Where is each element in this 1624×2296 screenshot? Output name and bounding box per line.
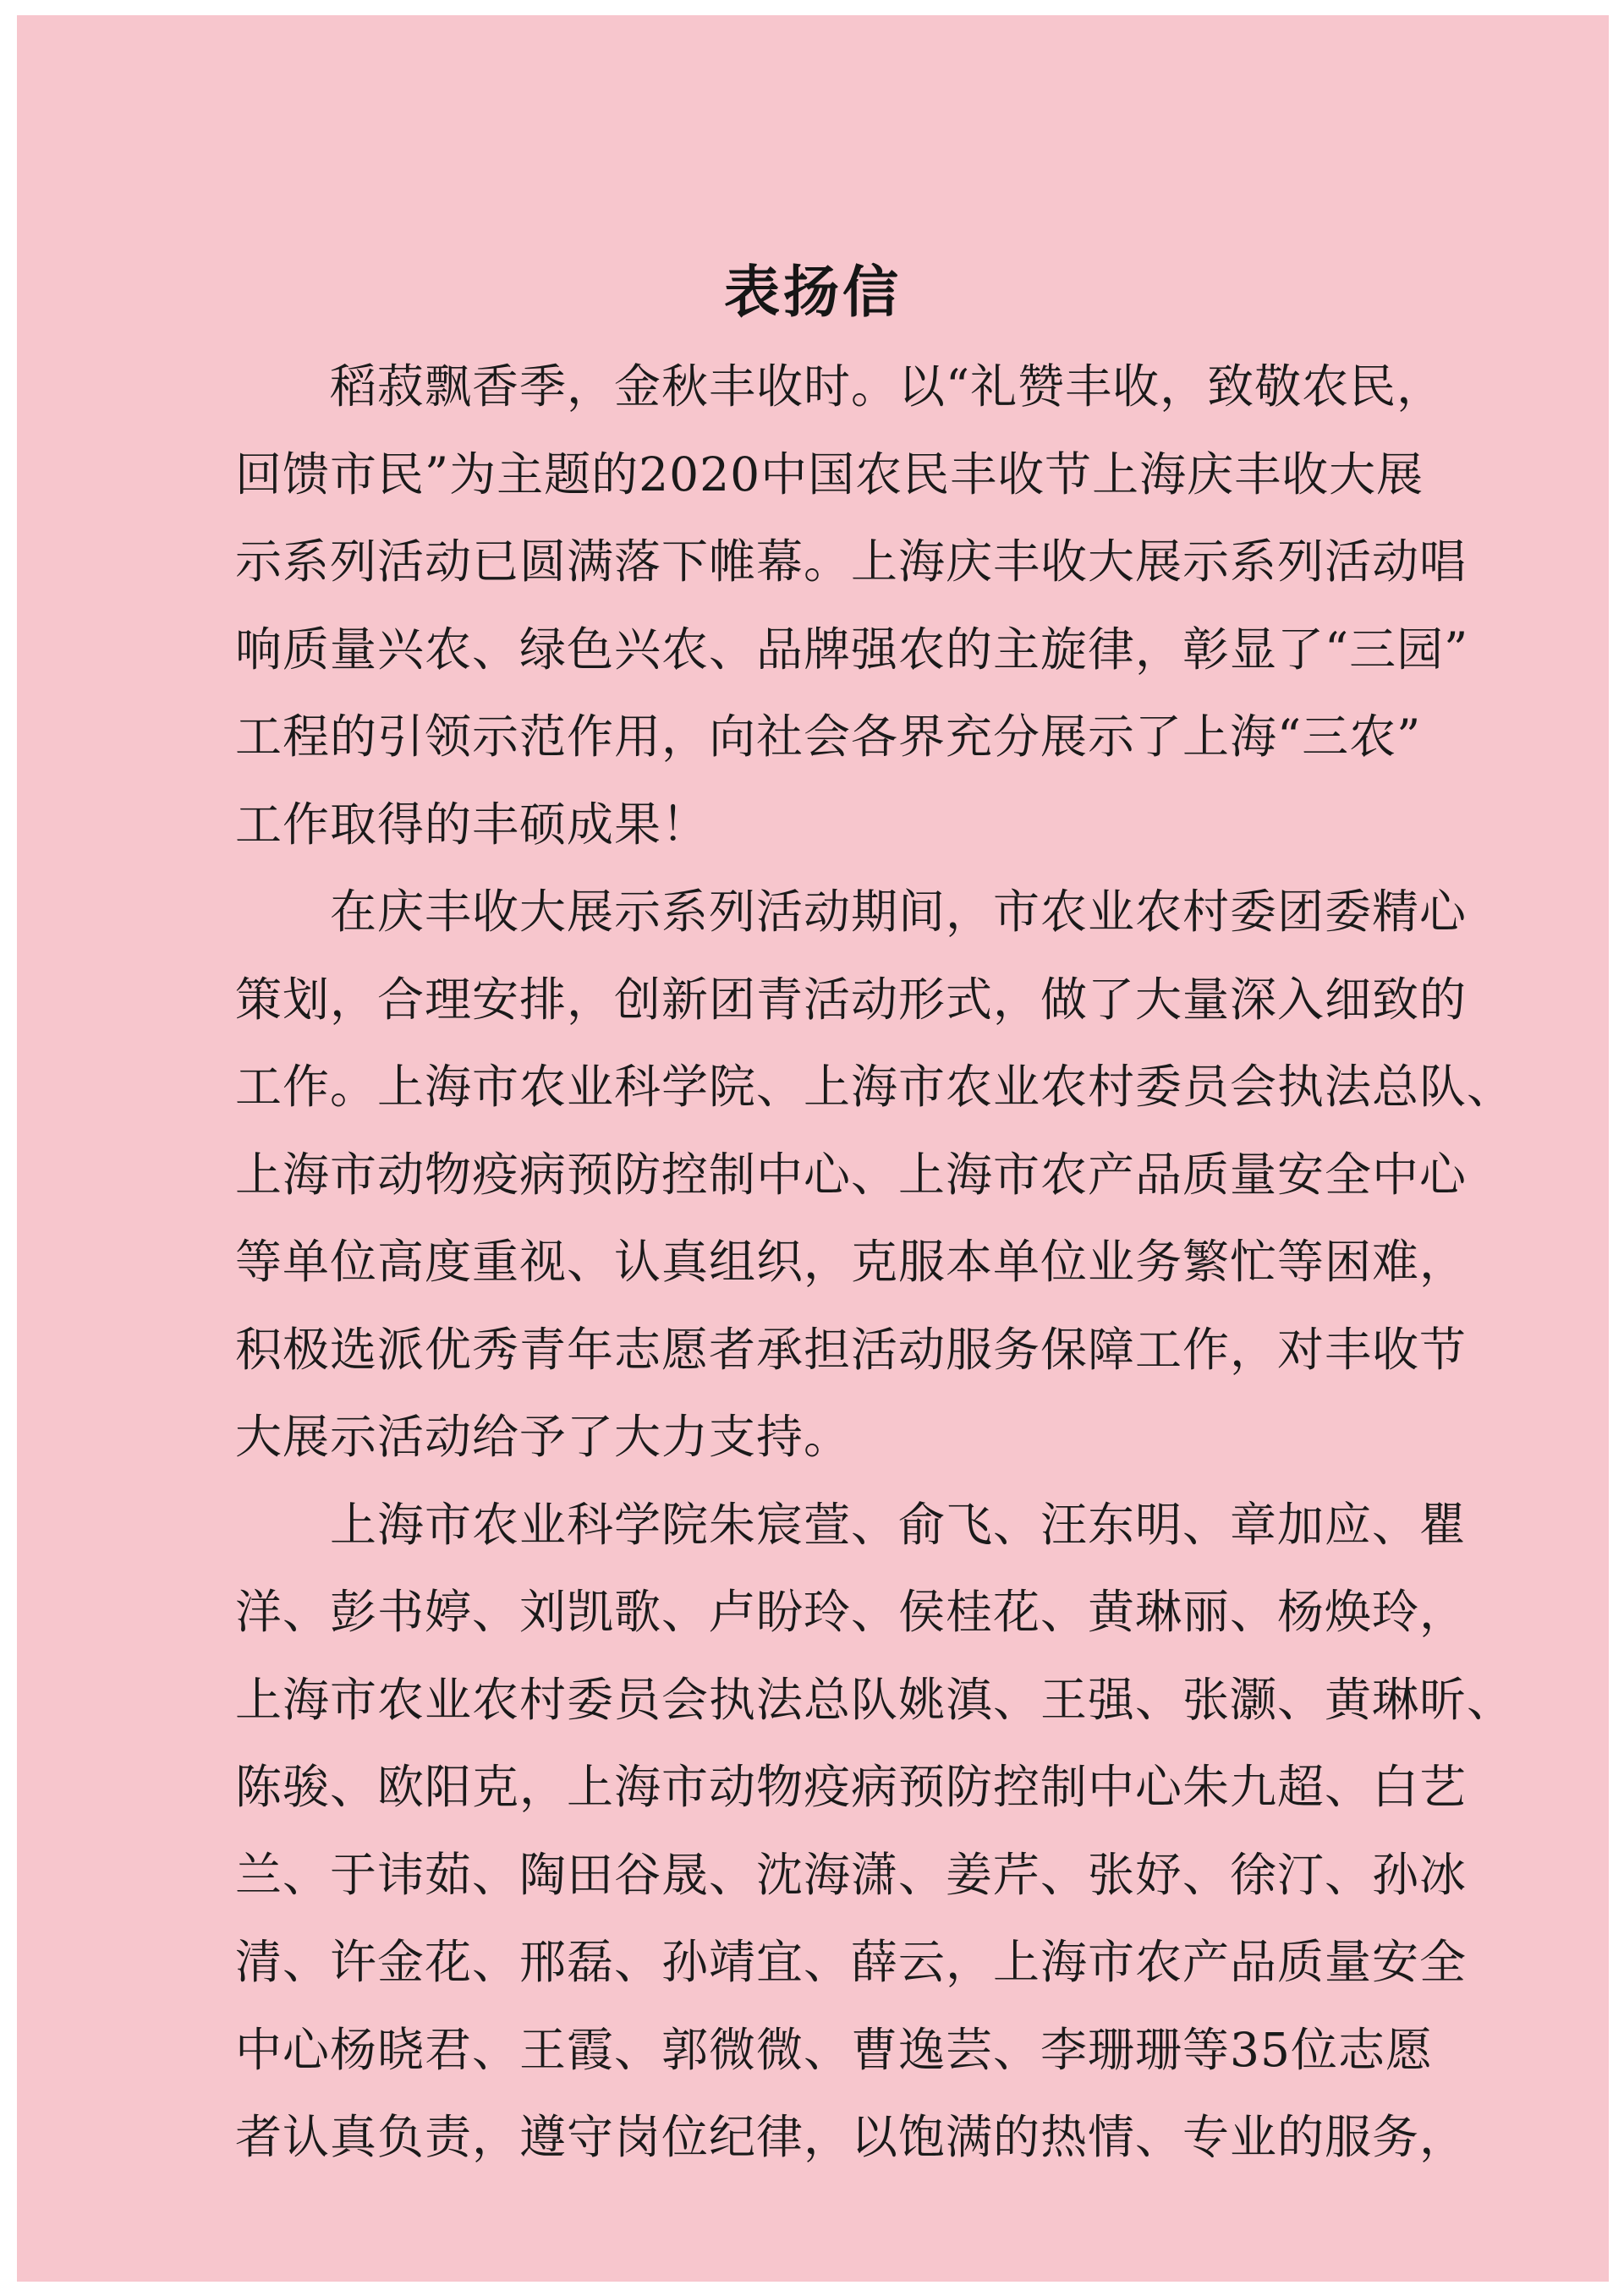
paragraph-2-line-3: 工作。上海市农业科学院、上海市农业农村委员会执法总队、: [235, 1060, 1515, 1114]
paragraph-2-line-2: 策划，合理安排，创新团青活动形式，做了大量深入细致的: [235, 972, 1468, 1027]
paragraph-3-line-3: 上海市农业农村委员会执法总队姚滇、王强、张灏、黄琳昕、: [235, 1672, 1515, 1727]
paragraph-2-line-6: 积极选派优秀青年志愿者承担活动服务保障工作，对丰收节: [235, 1322, 1468, 1377]
paragraph-3-line-8: 者认真负责，遵守岗位纪律，以饱满的热情、专业的服务，: [235, 2110, 1468, 2164]
letter-title: 表扬信: [724, 259, 902, 325]
paragraph-1-line-2: 回馈市民”为主题的2020中国农民丰收节上海庆丰收大展: [235, 447, 1424, 501]
paragraph-1-line-3: 示系列活动已圆满落下帷幕。上海庆丰收大展示系列活动唱: [235, 534, 1468, 589]
paragraph-2-line-7: 大展示活动给予了大力支持。: [235, 1410, 852, 1464]
paragraph-3-line-4: 陈骏、欧阳克，上海市动物疫病预防控制中心朱九超、白艺: [235, 1760, 1468, 1814]
paragraph-2-line-5: 等单位高度重视、认真组织，克服本单位业务繁忙等困难，: [235, 1235, 1468, 1289]
letter-body: [235, 343, 1515, 2182]
paragraph-3-line-1: 上海市农业科学院朱宸萱、俞飞、汪东明、章加应、瞿: [330, 1497, 1468, 1552]
paragraph-1-line-1: 稻菽飘香季，金秋丰收时。以“礼赞丰收，致敬农民，: [330, 359, 1445, 414]
paragraph-3-line-2: 洋、彭书婷、刘凯歌、卢盼玲、侯桂花、黄琳丽、杨焕玲，: [235, 1585, 1468, 1639]
pink-paper-sheet: [17, 15, 1609, 2282]
paragraph-1-line-4: 响质量兴农、绿色兴农、品牌强农的主旋律，彰显了“三园”: [235, 622, 1469, 677]
paragraph-2-line-1: 在庆丰收大展示系列活动期间，市农业农村委团委精心: [330, 885, 1468, 939]
paragraph-1-line-5: 工程的引领示范作用，向社会各界充分展示了上海“三农”: [235, 710, 1422, 764]
paragraph-3-line-7: 中心杨晓君、王霞、郭微微、曹逸芸、李珊珊等35位志愿: [235, 2022, 1433, 2077]
paragraph-2-line-4: 上海市动物疫病预防控制中心、上海市农产品质量安全中心: [235, 1147, 1468, 1202]
paragraph-3-line-6: 清、许金花、邢磊、孙靖宜、薛云，上海市农产品质量安全: [235, 1935, 1468, 1989]
paragraph-1-line-6: 工作取得的丰硕成果！: [235, 797, 710, 852]
paragraph-3-line-5: 兰、于讳茹、陶田谷晟、沈海潇、姜芹、张妤、徐汀、孙冰: [235, 1847, 1468, 1902]
